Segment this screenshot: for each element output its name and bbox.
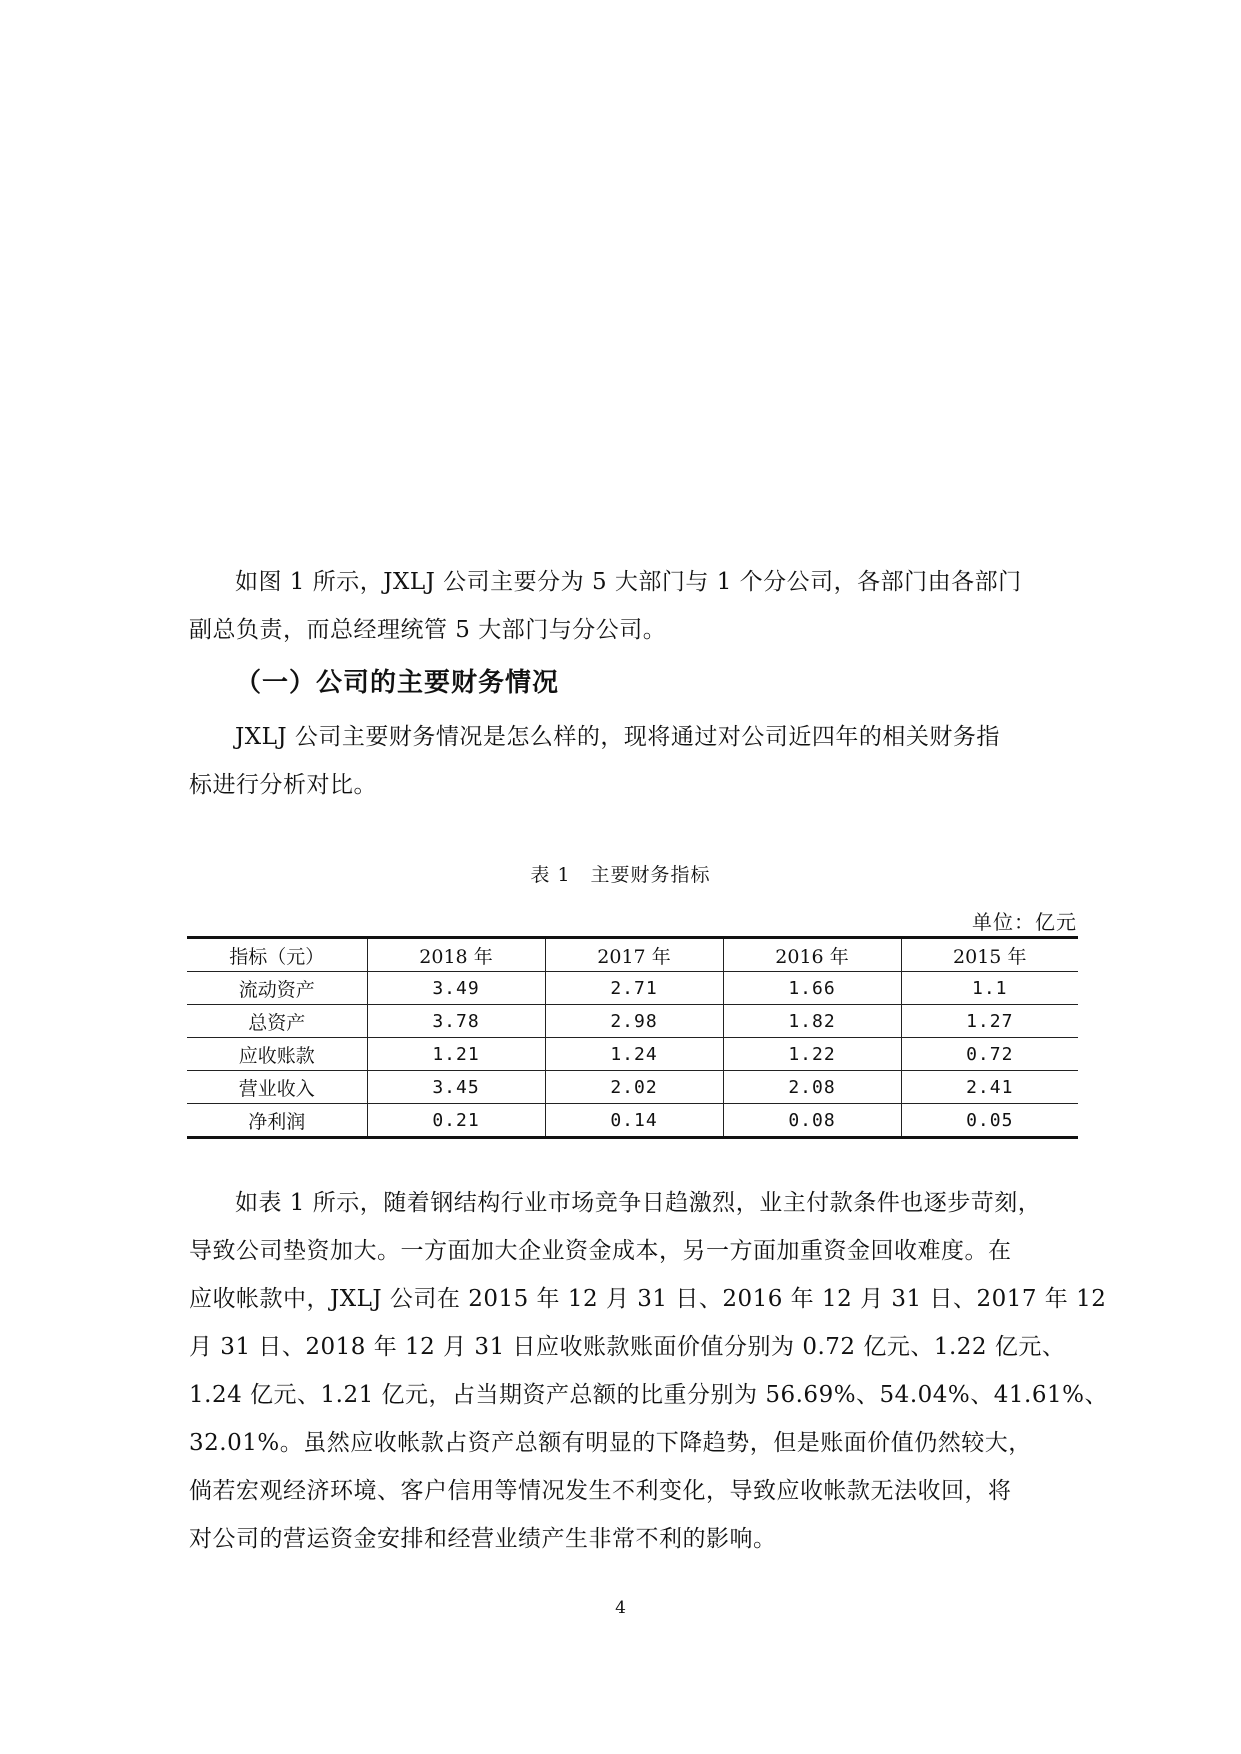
paragraph-line: 32.01%。虽然应收帐款占资产总额有明显的下降趋势，但是账面价值仍然较大，: [189, 1430, 1032, 1456]
paragraph-line: 对公司的营运资金安排和经营业绩产生非常不利的影响。: [189, 1526, 777, 1552]
paragraph-line: 1.24 亿元、1.21 亿元，占当期资产总额的比重分别为 56.69%、54.04%、41.61%、: [189, 1382, 1108, 1408]
row-label: 净利润: [187, 1104, 367, 1138]
table-cell: 3.78: [367, 1005, 545, 1038]
paragraph-finance-intro: [189, 713, 1059, 809]
table-cell: 1.27: [901, 1005, 1078, 1038]
column-header: 指标（元）: [187, 938, 367, 972]
paragraph-line: 标进行分析对比。: [189, 772, 377, 798]
table-cell: 1.66: [723, 972, 901, 1005]
table-row: [187, 1071, 1078, 1104]
paragraph-line: 倘若宏观经济环境、客户信用等情况发生不利变化，导致应收帐款无法收回，将: [189, 1478, 1012, 1504]
page-number: 4: [615, 1598, 626, 1618]
paragraph-line: 月 31 日、2018 年 12 月 31 日应收账款账面价值分别为 0.72 亿元、1.22 亿元、: [189, 1334, 1066, 1360]
row-label: 营业收入: [187, 1071, 367, 1104]
column-header: 2015 年: [901, 938, 1078, 972]
table-row: [187, 972, 1078, 1005]
table-cell: 3.49: [367, 972, 545, 1005]
table-cell: 0.05: [901, 1104, 1078, 1138]
table-cell: 1.1: [901, 972, 1078, 1005]
paragraph-line: 副总负责，而总经理统管 5 大部门与分公司。: [189, 617, 667, 643]
table-cell: 0.08: [723, 1104, 901, 1138]
paragraph-line: 应收帐款中，JXLJ 公司在 2015 年 12 月 31 日、2016 年 12 月 31 日、2017 年 12: [189, 1286, 1107, 1312]
row-label: 应收账款: [187, 1038, 367, 1071]
table-caption: 表 1 主要财务指标: [530, 864, 711, 886]
table-header-row: [187, 938, 1078, 972]
table-cell: 1.21: [367, 1038, 545, 1071]
row-label: 流动资产: [187, 972, 367, 1005]
row-label: 总资产: [187, 1005, 367, 1038]
column-header: 2017 年: [545, 938, 723, 972]
column-header: 2016 年: [723, 938, 901, 972]
table-cell: 0.21: [367, 1104, 545, 1138]
section-heading: （一）公司的主要财务情况: [235, 668, 560, 698]
table-cell: 2.08: [723, 1071, 901, 1104]
table-cell: 2.71: [545, 972, 723, 1005]
table-row: [187, 1005, 1078, 1038]
table-row: [187, 1104, 1078, 1138]
table-cell: 1.24: [545, 1038, 723, 1071]
financial-table: [187, 936, 1078, 1139]
paragraph-org-structure: [189, 558, 1059, 654]
table-cell: 3.45: [367, 1071, 545, 1104]
table-cell: 2.02: [545, 1071, 723, 1104]
paragraph-line: JXLJ 公司主要财务情况是怎么样的，现将通过对公司近四年的相关财务指: [235, 724, 1000, 750]
table-cell: 0.14: [545, 1104, 723, 1138]
table-unit: 单位：亿元: [972, 910, 1077, 934]
table-cell: 2.98: [545, 1005, 723, 1038]
paragraph-line: 如表 1 所示，随着钢结构行业市场竞争日趋激烈，业主付款条件也逐步苛刻，: [235, 1190, 1042, 1216]
table-row: [187, 1038, 1078, 1071]
table-cell: 0.72: [901, 1038, 1078, 1071]
column-header: 2018 年: [367, 938, 545, 972]
table-cell: 1.22: [723, 1038, 901, 1071]
paragraph-line: 如图 1 所示，JXLJ 公司主要分为 5 大部门与 1 个分公司，各部门由各部门: [235, 569, 1022, 595]
paragraph-line: 导致公司垫资加大。一方面加大企业资金成本，另一方面加重资金回收难度。在: [189, 1238, 1012, 1264]
paragraph-receivables-analysis: [189, 1179, 1108, 1563]
table-cell: 1.82: [723, 1005, 901, 1038]
table-cell: 2.41: [901, 1071, 1078, 1104]
